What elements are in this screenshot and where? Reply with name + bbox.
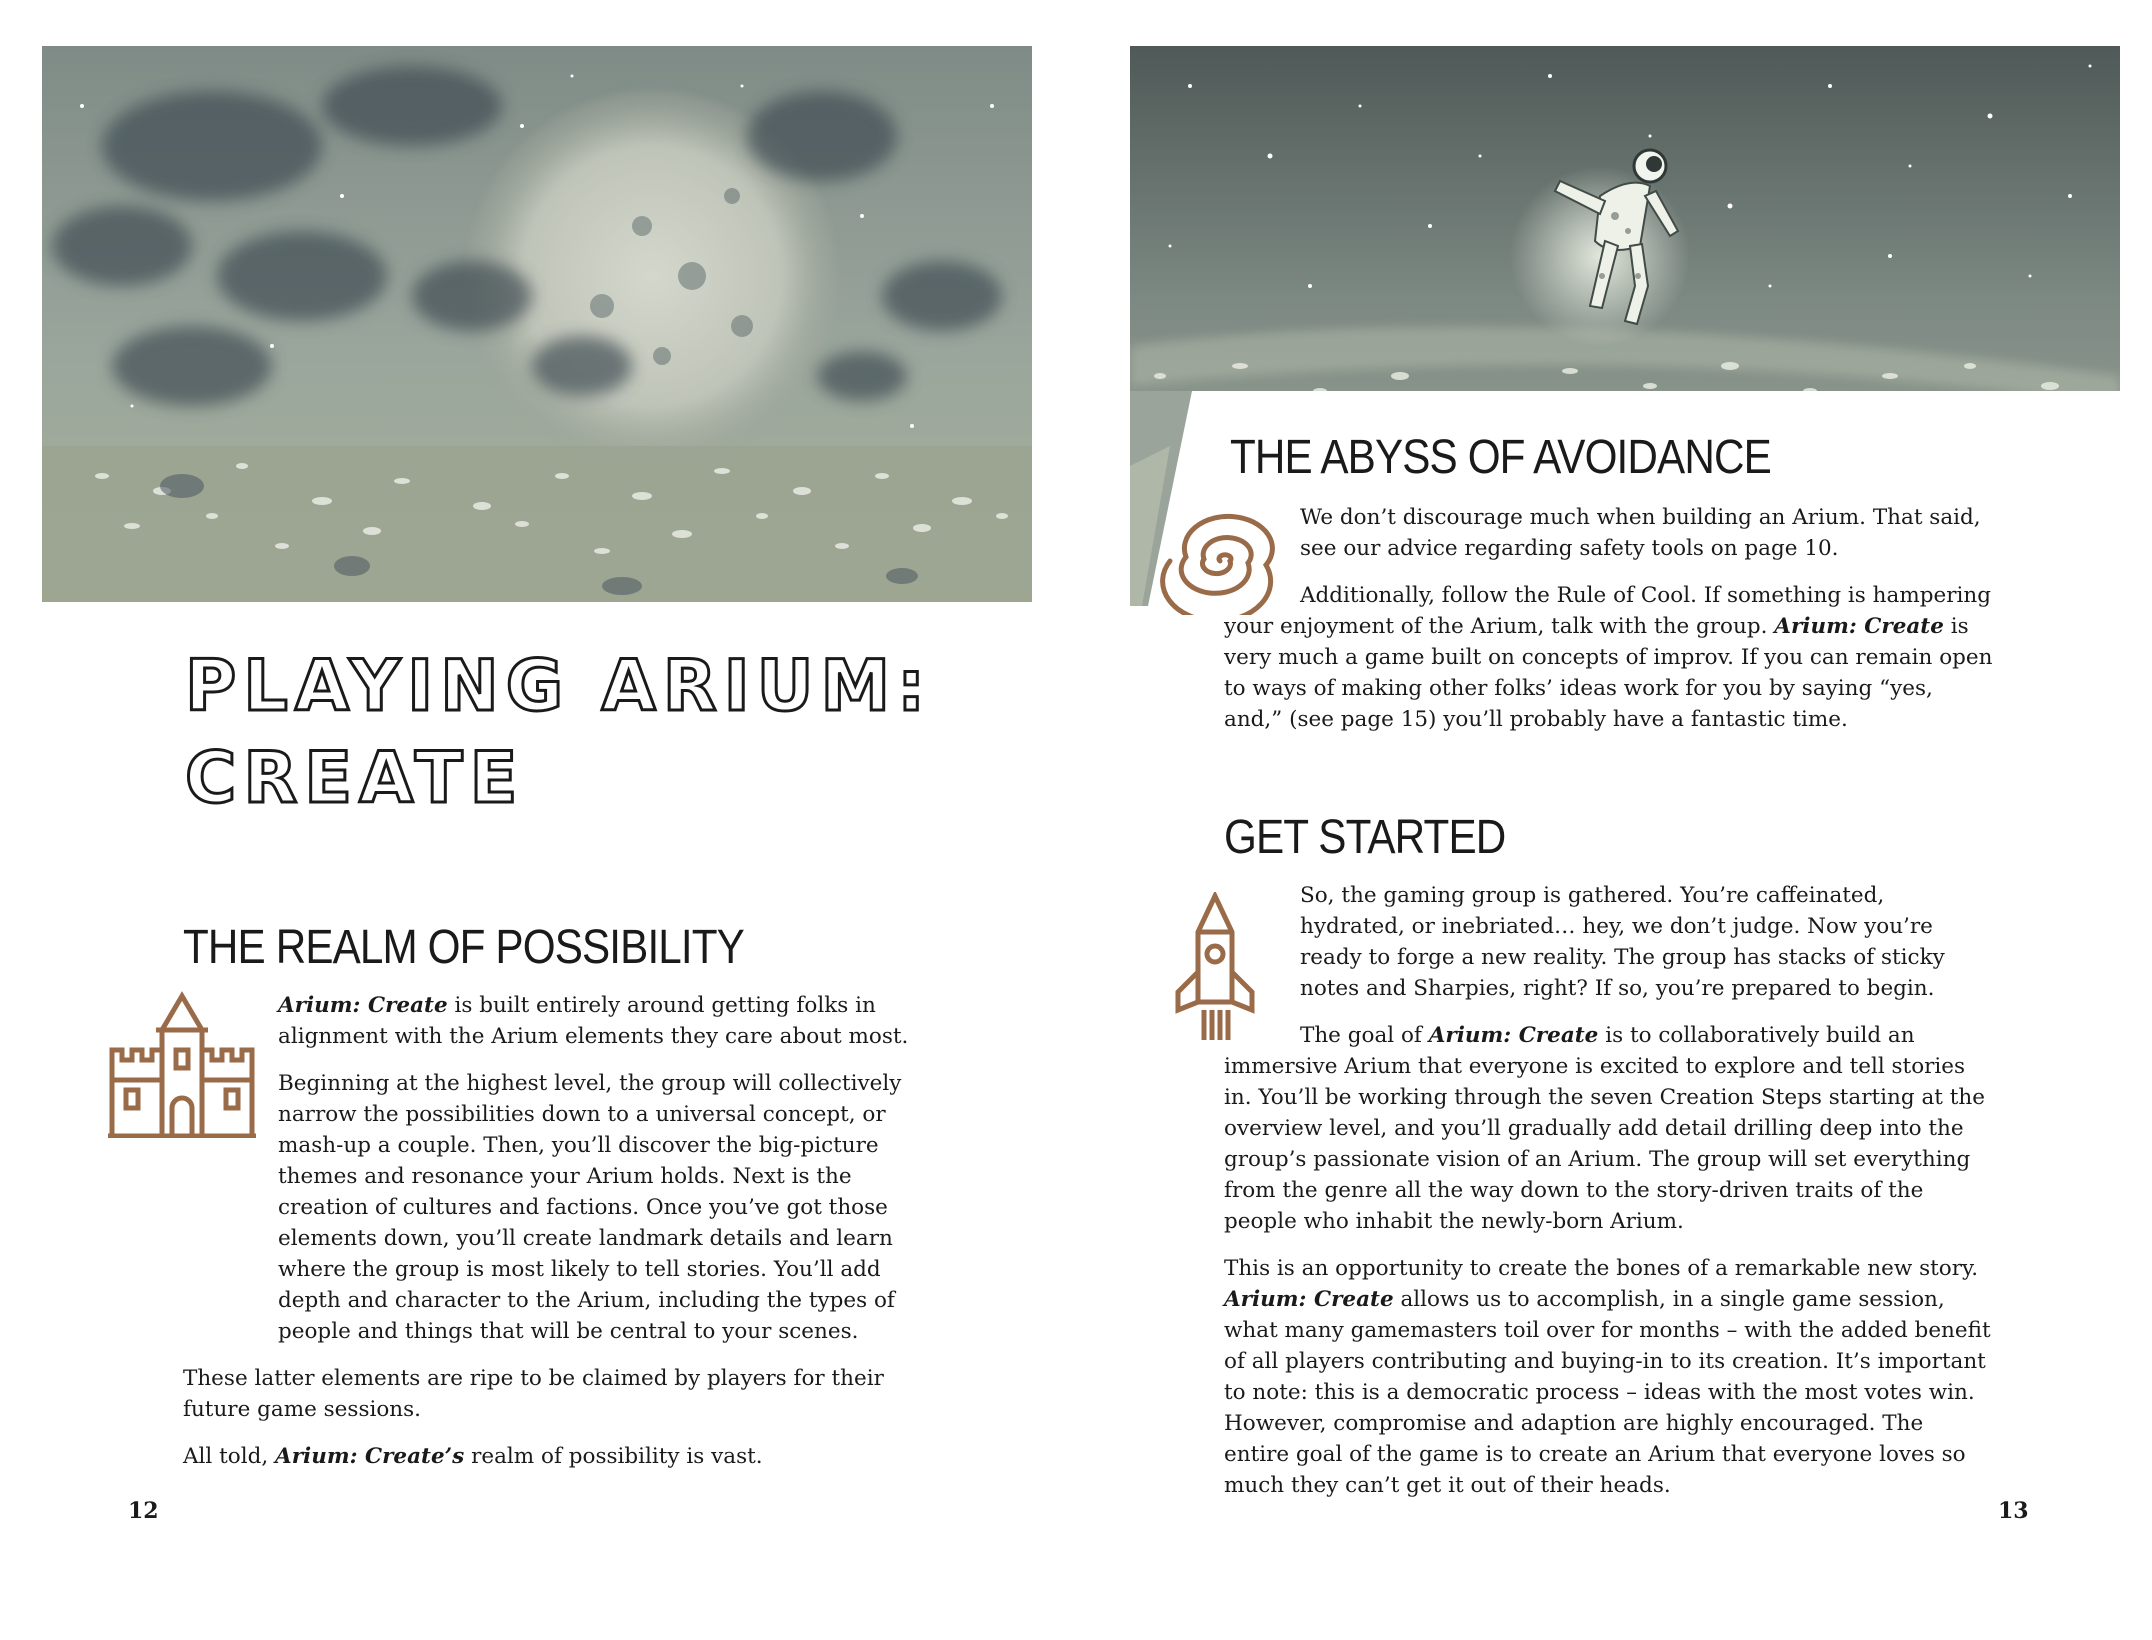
realm-paragraph-2 <box>183 1068 943 1347</box>
realm-p2-text: Beginning at the highest level, the group will collectively narrow the possibilities down to a universal concept, or mash-up a couple. Then, you’ll discover the big-picture themes and resonance your Arium holds. Next is the creation of cultures and factions. Once you’ve got those elements down, you’ll create landmark details and learn where the group is most likely to tell stories. You’ll add depth and character to the Arium, including the types of people and things that will be central to your scenes. <box>278 1071 902 1344</box>
abyss-paragraph-1 <box>1224 502 1994 564</box>
realm-p4-pre: All told, <box>183 1444 276 1469</box>
chapter-title <box>185 640 1045 824</box>
realm-p1-text: is built entirely around getting folks in alignment with the Arium elements they care about most. <box>278 993 909 1049</box>
abyss-p1-text: We don’t discourage much when building an Arium. That said, see our advice regarding safety tools on page 10. <box>1300 505 1981 561</box>
title-line-1: PLAYING ARIUM: <box>185 645 933 727</box>
abyss-p2-pre: Additionally, follow the Rule of Cool. If something is hampering your enjoyment of the Arium, talk with the group. <box>1224 583 1991 639</box>
title-line-2: CREATE <box>185 737 525 819</box>
page-number-right: 13 <box>1998 1498 2029 1524</box>
heading-abyss-of-avoidance: THE ABYSS OF AVOIDANCE <box>1230 431 1771 484</box>
realm-p3-text: These latter elements are ripe to be claimed by players for their future game sessions. <box>183 1366 884 1422</box>
realm-p4-title: Arium: Create’s <box>275 1444 465 1469</box>
abyss-p2-post: is very much a game built on concepts of improv. If you can remain open to ways of making other folks’ ideas work for you by saying “yes, and,” (see page 15) you’ll probably have a fantastic time. <box>1224 614 1993 732</box>
started-p2-post: is to collaboratively build an immersive Arium that everyone is excited to explore and tell stories in. You’ll be working through the seven Creation Steps starting at the overview level, and you’ll gradually add detail drilling deep into the group’s passionate vision of an Arium. The group will set everything from the genre all the way down to the story-driven traits of the people who inhabit the newly-born Arium. <box>1224 1023 1985 1234</box>
started-p2-pre: The goal of <box>1300 1023 1429 1048</box>
realm-paragraph-3 <box>183 1363 943 1425</box>
started-paragraph-1 <box>1224 880 1994 1004</box>
started-paragraph-3 <box>1224 1253 1994 1501</box>
realm-body-text <box>183 990 943 1488</box>
realm-p1-title: Arium: Create <box>278 993 448 1018</box>
started-p2-title: Arium: Create <box>1428 1023 1599 1048</box>
started-p3-post: allows us to accomplish, in a single game session, what many gamemasters toil over for months – with the added benefit of all players contributing and buying-in to its creation. It’s important to note: this is a democratic process – ideas with the most votes win. However, compromise and adaption are highly encouraged. The entire goal of the game is to create an Arium that everyone loves so much they can’t get it out of their heads. <box>1224 1287 1991 1498</box>
realm-p4-post: realm of possibility is vast. <box>464 1444 763 1469</box>
heading-get-started: GET STARTED <box>1224 811 1506 864</box>
started-p3-pre: This is an opportunity to create the bones of a remarkable new story. <box>1224 1256 1979 1281</box>
realm-paragraph-4 <box>183 1441 943 1472</box>
moon-landscape-illustration <box>42 46 1032 602</box>
abyss-paragraph-2 <box>1224 580 1994 735</box>
abyss-p2-title: Arium: Create <box>1774 614 1944 639</box>
started-p3-title: Arium: Create <box>1224 1287 1394 1312</box>
page-number-left: 12 <box>128 1498 159 1524</box>
heading-realm-of-possibility: THE REALM OF POSSIBILITY <box>183 921 744 974</box>
started-paragraph-2 <box>1224 1020 1994 1237</box>
realm-paragraph-1 <box>183 990 943 1052</box>
abyss-body-text <box>1224 502 1994 751</box>
started-body-text <box>1224 880 1994 1517</box>
started-p1-text: So, the gaming group is gathered. You’re caffeinated, hydrated, or inebriated… hey, we don’t judge. Now you’re ready to forge a new reality. The group has stacks of sticky notes and Sharpies, right? If so, you’re prepared to begin. <box>1300 883 1945 1001</box>
